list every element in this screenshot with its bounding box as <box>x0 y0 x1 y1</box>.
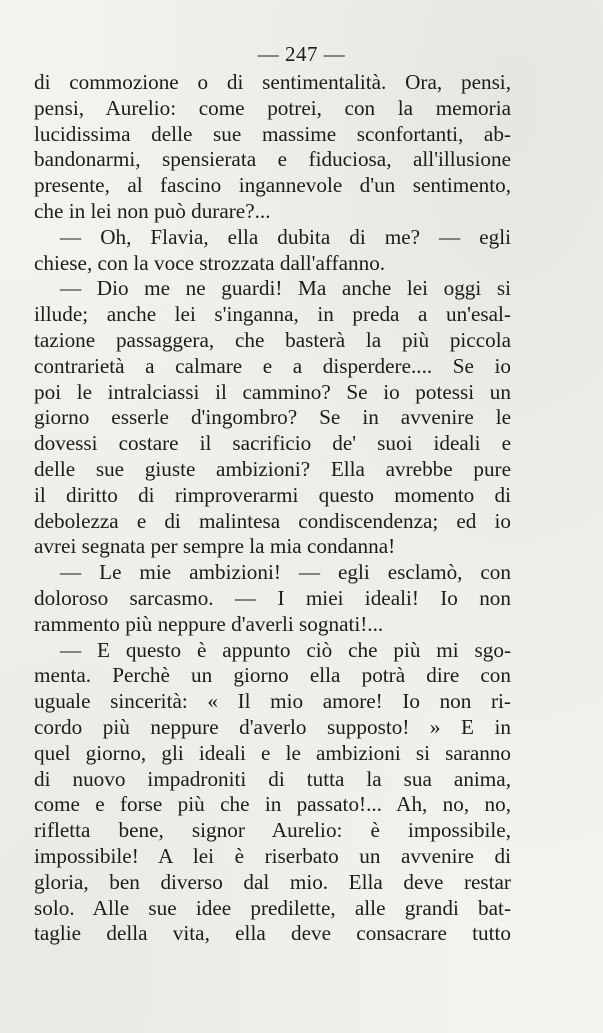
text-line: quel giorno, gli ideali e le ambizioni si saranno <box>34 740 511 765</box>
text-line: — Dio me ne guardi! Ma anche lei oggi si <box>60 276 511 301</box>
text-line: tazione passaggera, che basterà la più piccola <box>34 327 511 352</box>
text-line: illude; anche lei s'inganna, in preda a un'esal- <box>34 302 511 327</box>
body-text <box>34 70 511 947</box>
text-line: gloria, ben diverso dal mio. Ella deve restar <box>34 869 511 894</box>
text-line: presente, al fascino ingannevole d'un sentimento, <box>34 173 511 198</box>
text-line: — Oh, Flavia, ella dubita di me? — egli <box>60 224 511 249</box>
text-line: che in lei non può durare?... <box>34 198 271 223</box>
text-line: doloroso sarcasmo. — I miei ideali! Io non <box>34 585 511 610</box>
text-line: di nuovo impadroniti di tutta la sua anima, <box>34 766 511 791</box>
text-line: dovessi costare il sacrificio de' suoi ideali e <box>34 431 511 456</box>
text-line: — E questo è appunto ciò che più mi sgo- <box>60 637 511 662</box>
text-line: il diritto di rimproverarmi questo momento di <box>34 482 511 507</box>
text-line: solo. Alle sue idee predilette, alle grandi bat- <box>34 895 511 920</box>
text-line: rammento più neppure d'averli sognati!... <box>34 611 384 636</box>
text-line: debolezza e di malintesa condiscendenza; ed io <box>34 508 511 533</box>
text-line: chiese, con la voce strozzata dall'affanno. <box>34 250 386 275</box>
page-number: — 247 — <box>257 42 346 66</box>
text-line: rifletta bene, signor Aurelio: è impossibile, <box>34 818 511 843</box>
text-line: impossibile! A lei è riserbato un avvenire di <box>34 843 511 868</box>
text-line: menta. Perchè un giorno ella potrà dire con <box>34 663 511 688</box>
text-line: di commozione o di sentimentalità. Ora, pensi, <box>34 70 511 94</box>
text-line: avrei segnata per sempre la mia condanna! <box>34 534 396 559</box>
text-line: come e forse più che in passato!... Ah, no, no, <box>34 792 511 817</box>
text-line: giorno esserle d'ingombro? Se in avvenire le <box>34 405 511 430</box>
text-line: — Le mie ambizioni! — egli esclamò, con <box>60 560 511 585</box>
text-line: poi le intralciassi il cammino? Se io potessi un <box>34 379 511 404</box>
text-line: delle sue giuste ambizioni? Ella avrebbe pure <box>34 456 511 481</box>
text-line: pensi, Aurelio: come potrei, con la memoria <box>34 95 511 120</box>
text-line: bandonarmi, spensierata e fiduciosa, all'illusione <box>34 147 511 172</box>
text-line: taglie della vita, ella deve consacrare tutto <box>34 921 511 946</box>
text-line: lucidissima delle sue massime sconfortanti, ab- <box>34 121 511 146</box>
text-line: contrarietà a calmare e a disperdere.... Se io <box>34 353 511 378</box>
text-line: cordo più neppure d'averlo supposto! » E in <box>34 714 511 739</box>
text-line: uguale sincerità: « Il mio amore! Io non ri- <box>34 689 511 714</box>
